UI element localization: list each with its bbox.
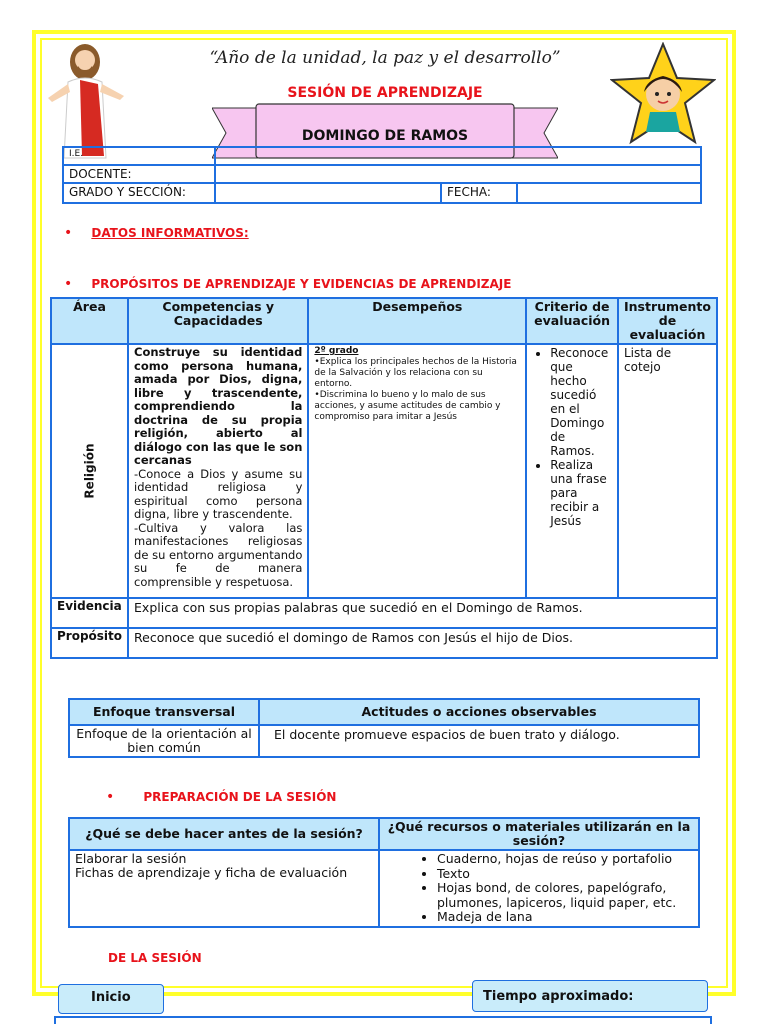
competencia-text: Construye su identidad como persona humana, amada por Dios, digna, libre y trascendente, comprendiendo la doctrina de su propia religión, abierto al diálogo con las que le son cercanas: [134, 345, 303, 467]
header-desempenos: Desempeños: [308, 298, 526, 344]
section-propositos: [64, 273, 511, 292]
docente-value-field[interactable]: [215, 165, 701, 183]
fecha-label: FECHA:: [441, 183, 517, 203]
header-competencias: Competencias y Capacidades: [128, 298, 308, 344]
header-criterio: Criterio de evaluación: [526, 298, 618, 344]
inicio-tab: Inicio: [58, 984, 164, 1014]
area-cell: [51, 344, 128, 598]
section-datos: [64, 222, 249, 241]
ie-value-field[interactable]: [215, 147, 701, 165]
capacidad-2: -Cultiva y valora las manifestaciones religiosas de su entorno argumentando su fe de manera comprensible y respetuosa.: [134, 520, 303, 589]
grado-label: GRADO Y SECCIÓN:: [63, 183, 215, 203]
criterio-cell: [526, 344, 618, 598]
inicio-content-box: [54, 1016, 712, 1024]
recurso-item: • Cuaderno, hojas de reúso y portafolio: [437, 852, 693, 867]
proposito-text: Reconoce que sucedió el domingo de Ramos con Jesús el hijo de Dios.: [128, 628, 717, 658]
enfoque-value: Enfoque de la orientación al bien común: [69, 725, 259, 757]
tiempo-box: Tiempo aproximado:: [472, 980, 708, 1012]
recurso-item: • Hojas bond, de colores, papelógrafo, plumones, lapiceros, liquid paper, etc.: [437, 881, 693, 910]
header-actitudes: Actitudes o acciones observables: [259, 699, 699, 725]
grado-text: 2º grado: [314, 346, 359, 356]
desempeno-1: •Explica los principales hechos de la Historia de la Salvación y los relaciona con su entorno.: [314, 357, 517, 389]
desempeno-2: •Discrimina lo bueno y lo malo de sus acciones, y asume actitudes de cambio y compromiso para imitar a Jesús: [314, 390, 501, 422]
prep-table: [68, 817, 700, 928]
antes-item: Elaborar la sesión: [75, 851, 187, 866]
header-enfoque: Enfoque transversal: [69, 699, 259, 725]
bullet-icon: •: [64, 225, 73, 241]
ie-label: I.E.: [63, 147, 215, 165]
header-antes: ¿Qué se debe hacer antes de la sesión?: [69, 818, 379, 850]
info-table: [62, 146, 702, 204]
docente-label: DOCENTE:: [63, 165, 215, 183]
area-label: Religión: [82, 443, 97, 499]
fecha-value-field[interactable]: [517, 183, 701, 203]
instrumento-cell: Lista de cotejo: [618, 344, 717, 598]
jesus-illustration-icon: [40, 40, 130, 162]
section-propositos-label: PROPÓSITOS DE APRENDIZAJE Y EVIDENCIAS DE APRENDIZAJE: [91, 277, 512, 291]
motto-text: “Año de la unidad, la paz y el desarrollo”: [209, 48, 561, 68]
section-datos-label: DATOS INFORMATIVOS:: [91, 226, 249, 240]
proposito-label: Propósito: [51, 628, 128, 658]
header-area: Área: [51, 298, 128, 344]
enfoque-table: [68, 698, 700, 758]
criterio-item: • Reconoce que hecho sucedió en el Domingo de Ramos.: [550, 346, 612, 458]
header-instrumento: Instrumento de evaluación: [618, 298, 717, 344]
header-recursos: ¿Qué recursos o materiales utilizarán en la sesión?: [379, 818, 699, 850]
recurso-item: • Texto: [437, 867, 693, 882]
section-preparacion-label: PREPARACIÓN DE LA SESIÓN: [143, 790, 337, 804]
recursos-cell: [379, 850, 699, 927]
bullet-icon: •: [106, 789, 115, 805]
antes-cell: [69, 850, 379, 927]
purpose-table: [50, 297, 718, 659]
evidencia-label: Evidencia: [51, 598, 128, 628]
competencia-cell: [128, 344, 308, 598]
section-preparacion: [106, 786, 336, 805]
banner-title: DOMINGO DE RAMOS: [301, 128, 469, 144]
page-title: SESIÓN DE APRENDIZAJE: [287, 85, 483, 101]
evidencia-text: Explica con sus propias palabras que sucedió en el Domingo de Ramos.: [128, 598, 717, 628]
antes-item: Fichas de aprendizaje y ficha de evaluación: [75, 865, 348, 880]
star-girl-icon: [610, 42, 716, 146]
actitud-value: El docente promueve espacios de buen trato y diálogo.: [259, 725, 699, 757]
grado-value-field[interactable]: [215, 183, 441, 203]
section-de-la-sesion: DE LA SESIÓN: [108, 951, 202, 965]
desempenos-cell: [308, 344, 526, 598]
criterio-item: • Realiza una frase para recibir a Jesús: [550, 458, 612, 528]
recurso-item: • Madeja de lana: [437, 910, 693, 925]
bullet-icon: •: [64, 276, 73, 292]
capacidad-1: -Conoce a Dios y asume su identidad religiosa y espiritual como persona digna, libre y trascendente.: [134, 466, 303, 521]
